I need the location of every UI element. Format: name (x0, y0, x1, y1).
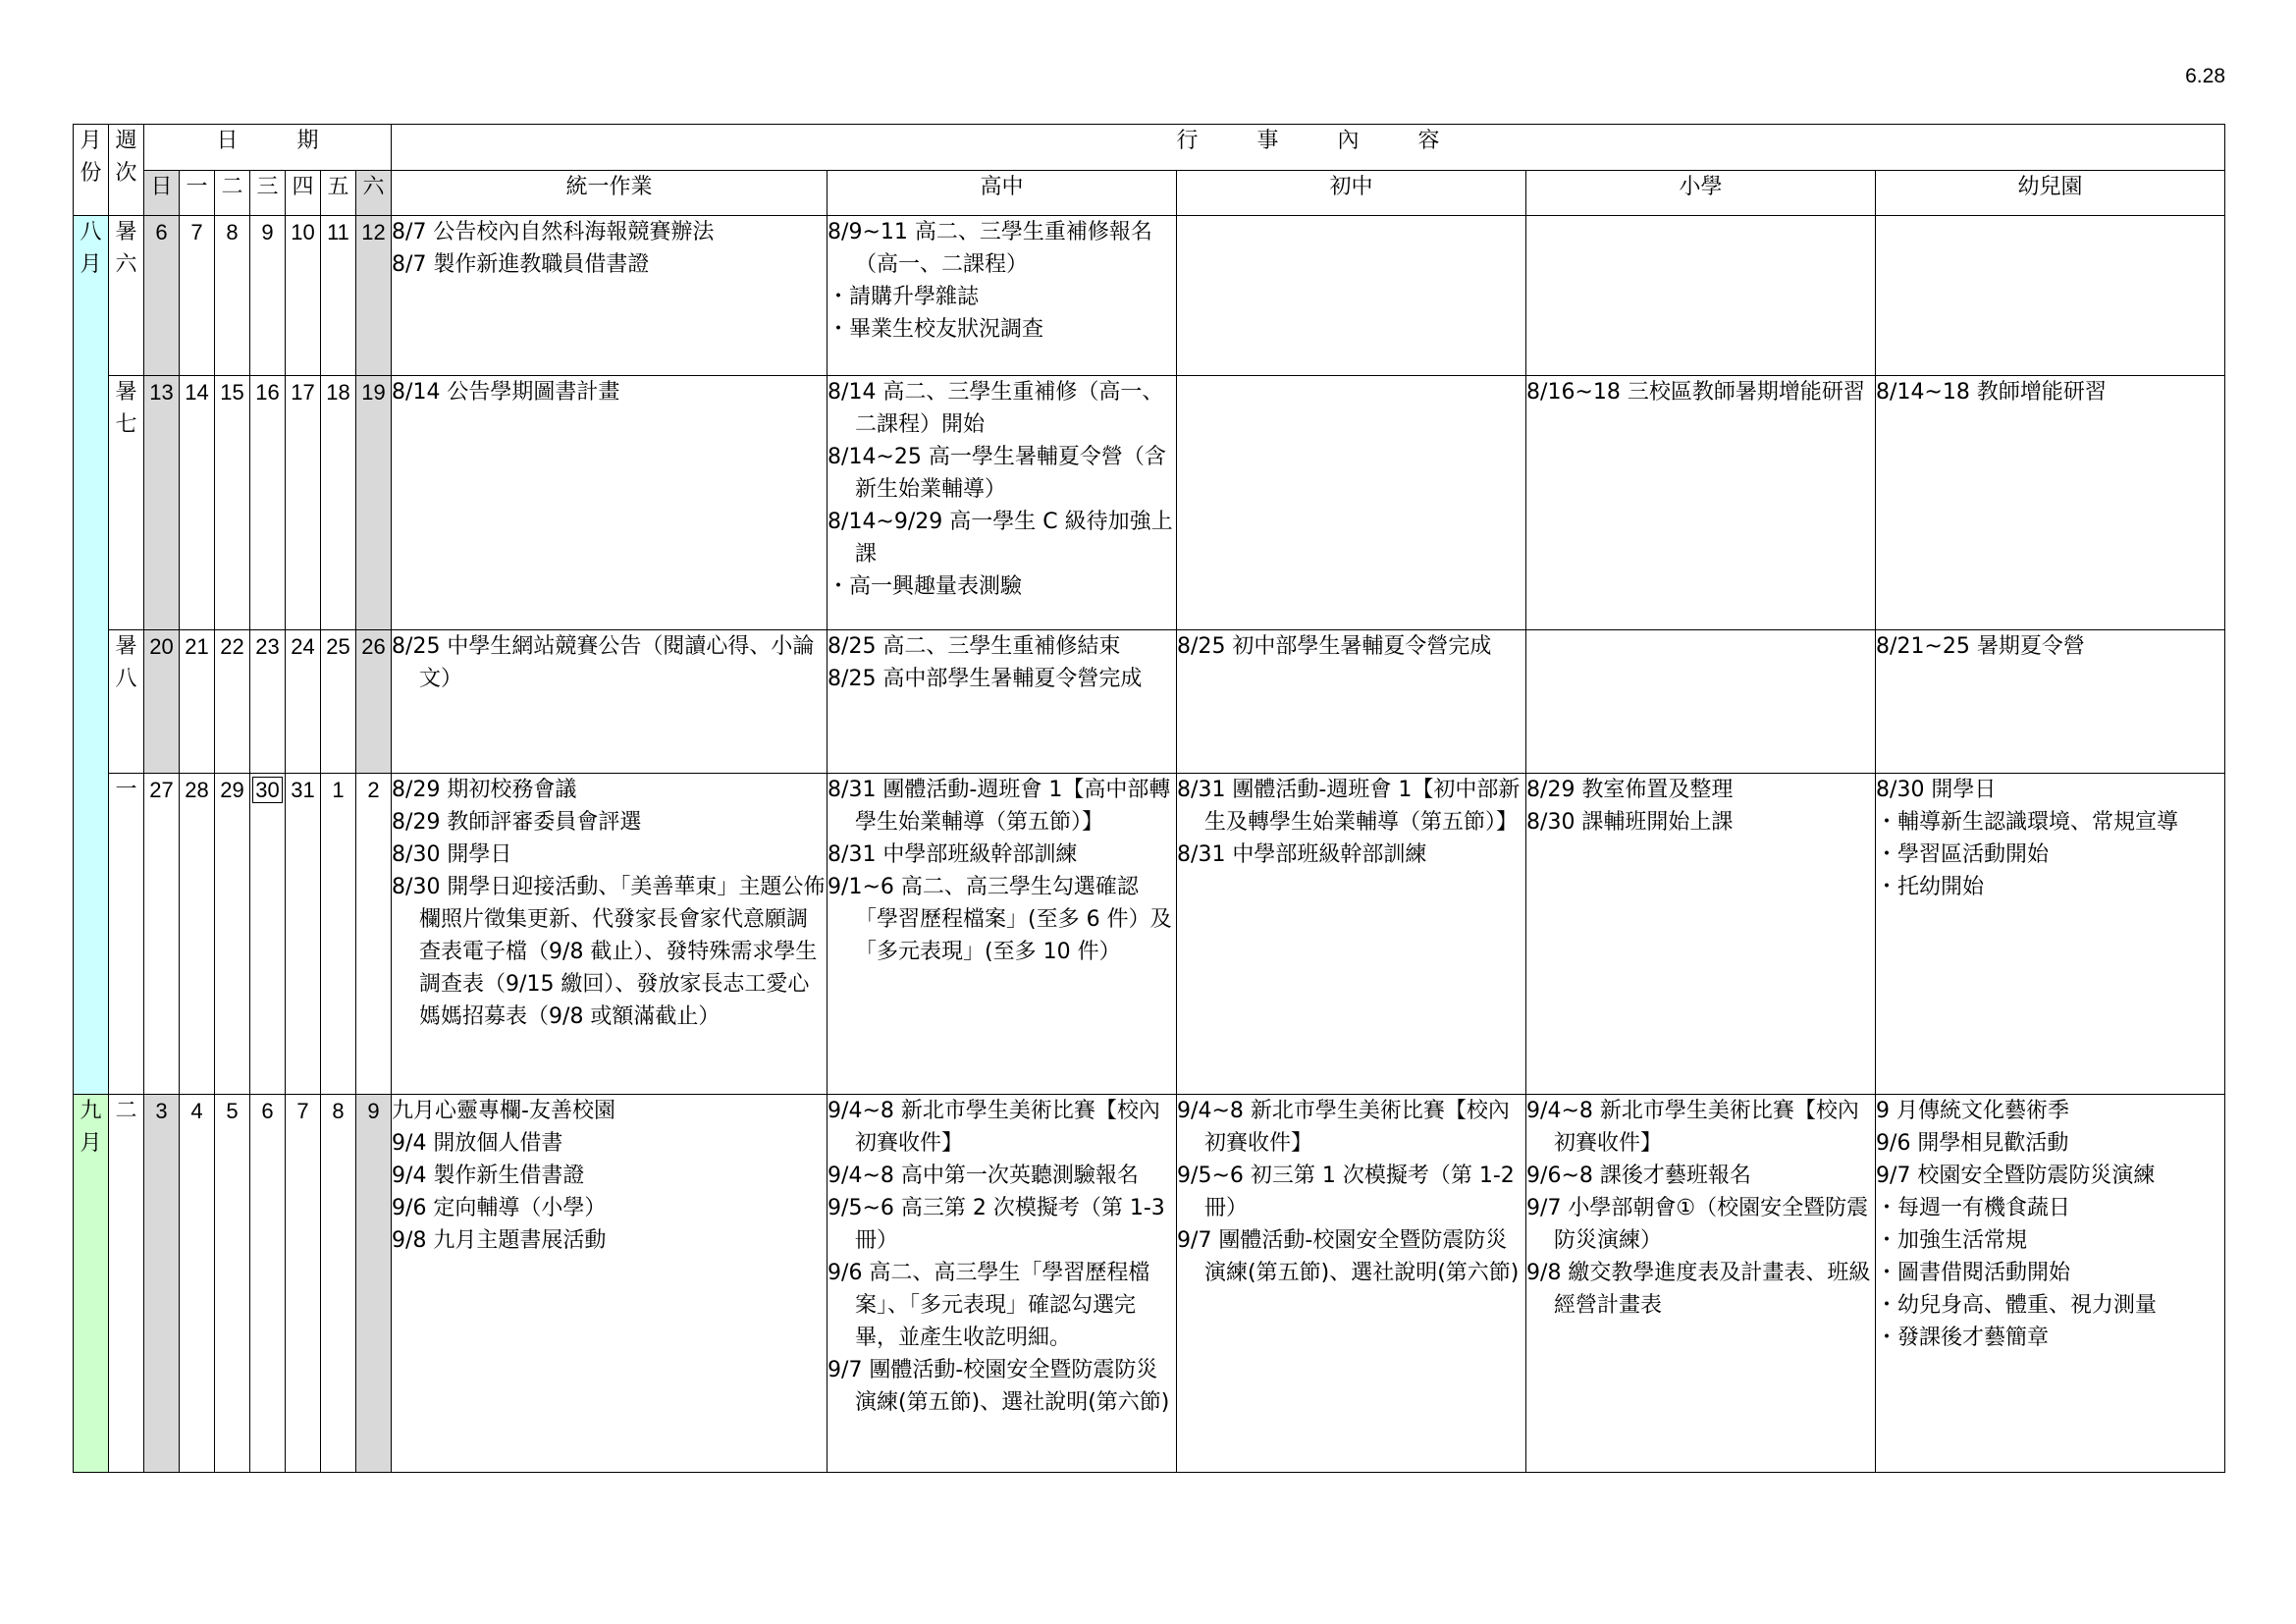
high-cell (828, 1094, 1177, 1472)
day-thu-header: 四 (286, 170, 321, 216)
date-cell: 5 (215, 1094, 250, 1472)
event-item: ・高一興趣量表測驗 (828, 573, 1023, 599)
date-cell: 12 (356, 216, 392, 375)
event-item: 8/14~18 教師增能研習 (1876, 379, 2107, 405)
event-item: 8/30 開學日 (1876, 778, 1997, 803)
event-item: 8/31 中學部班級幹部訓練 (1177, 842, 1427, 868)
kinder-cell (1876, 1094, 2225, 1472)
date-cell: 13 (144, 375, 180, 630)
event-item: 8/14 高二、三學生重補修（高一、二課程）開始 (828, 379, 1164, 437)
column-header-junior: 初中 (1177, 170, 1526, 216)
event-item: 8/25 高二、三學生重補修結束 (828, 634, 1121, 660)
kinder-cell (1876, 216, 2225, 375)
date-cell: 6 (250, 1094, 286, 1472)
event-item: 9/6~8 課後才藝班報名 (1526, 1163, 1751, 1188)
month-cell: 八月 (74, 216, 109, 1094)
event-item: 8/30 課輔班開始上課 (1526, 810, 1734, 836)
event-item: 8/29 教師評審委員會評選 (392, 810, 642, 836)
date-cell: 22 (215, 630, 250, 774)
column-header-primary: 小學 (1526, 170, 1876, 216)
unified-cell (392, 630, 828, 774)
week-cell: 暑七 (109, 375, 144, 630)
today-date-marker: 30 (252, 777, 282, 803)
event-item: 9/6 開學相見歡活動 (1876, 1130, 2069, 1156)
table-row (74, 216, 2225, 375)
event-item: 9/6 定向輔導（小學） (392, 1195, 607, 1220)
unified-cell (392, 216, 828, 375)
week-cell: 二 (109, 1094, 144, 1472)
event-item: 9/8 繳交教學進度表及計畫表、班級經營計畫表 (1526, 1260, 1871, 1318)
primary-cell (1526, 774, 1876, 1095)
event-item: ・學習區活動開始 (1876, 842, 2050, 868)
date-cell: 2 (356, 774, 392, 1095)
date-cell: 19 (356, 375, 392, 630)
event-item: 9/5~6 初三第 1 次模擬考（第 1-2 冊） (1177, 1163, 1515, 1220)
event-item: 8/25 高中部學生暑輔夏令營完成 (828, 667, 1143, 692)
event-item: 9/4~8 高中第一次英聽測驗報名 (828, 1163, 1139, 1188)
event-item: ・輔導新生認識環境、常規宣導 (1876, 810, 2179, 836)
event-item: ・發課後才藝簡章 (1876, 1325, 2050, 1350)
date-cell: 18 (321, 375, 356, 630)
column-header-kinder: 幼兒園 (1876, 170, 2225, 216)
date-header: 日期 (144, 125, 392, 171)
event-item: 9/8 九月主題書展活動 (392, 1227, 607, 1253)
event-item: 九月心靈專欄-友善校園 (392, 1098, 615, 1123)
date-cell: 11 (321, 216, 356, 375)
date-cell: 1 (321, 774, 356, 1095)
date-cell (250, 774, 286, 1095)
event-item: 8/16~18 三校區教師暑期增能研習 (1526, 379, 1865, 405)
event-item: 9/7 校園安全暨防震防災演練 (1876, 1163, 2156, 1188)
date-cell: 9 (356, 1094, 392, 1472)
primary-cell (1526, 216, 1876, 375)
date-cell: 25 (321, 630, 356, 774)
header-row-1 (74, 125, 2225, 171)
date-cell: 7 (180, 216, 215, 375)
high-cell (828, 630, 1177, 774)
high-cell (828, 375, 1177, 630)
event-item: 8/31 團體活動-週班會 1【高中部轉學生始業輔導（第五節）】 (828, 778, 1171, 836)
event-item: ・每週一有機食蔬日 (1876, 1195, 2071, 1220)
date-cell: 15 (215, 375, 250, 630)
date-cell: 8 (321, 1094, 356, 1472)
event-item: 9/4~8 新北市學生美術比賽【校內初賽收件】 (828, 1098, 1160, 1156)
event-item: ・加強生活常規 (1876, 1227, 2028, 1253)
event-item: 9/7 團體活動-校園安全暨防震防災演練(第五節)、選社說明(第六節) (1177, 1227, 1520, 1285)
event-item: 9/4 製作新生借書證 (392, 1163, 585, 1188)
date-cell: 21 (180, 630, 215, 774)
event-item: 8/31 團體活動-週班會 1【初中部新生及轉學生始業輔導（第五節）】 (1177, 778, 1521, 836)
event-item: 8/21~25 暑期夏令營 (1876, 634, 2085, 660)
high-cell (828, 774, 1177, 1095)
kinder-cell (1876, 375, 2225, 630)
junior-cell (1177, 375, 1526, 630)
primary-cell (1526, 1094, 1876, 1472)
date-cell: 27 (144, 774, 180, 1095)
day-sun-header: 日 (144, 170, 180, 216)
kinder-cell (1876, 774, 2225, 1095)
month-cell: 九月 (74, 1094, 109, 1472)
event-item: 9/5~6 高三第 2 次模擬考（第 1-3 冊） (828, 1195, 1165, 1253)
event-item: 8/31 中學部班級幹部訓練 (828, 842, 1078, 868)
event-item: 9/7 團體活動-校園安全暨防震防災演練(第五節)、選社說明(第六節) (828, 1357, 1170, 1415)
primary-cell (1526, 375, 1876, 630)
event-item: 8/14~25 高一學生暑輔夏令營（含新生始業輔導） (828, 444, 1166, 502)
table-row (74, 1094, 2225, 1472)
event-item: 8/7 公告校內自然科海報競賽辦法 (392, 220, 715, 245)
event-item: 9/7 小學部朝會①（校園安全暨防震防災演練） (1526, 1195, 1869, 1253)
event-item: 8/9~11 高二、三學生重補修報名（高一、二課程） (828, 220, 1152, 278)
school-calendar-table (73, 124, 2225, 1473)
event-item: 8/30 開學日 (392, 842, 512, 868)
event-item: 8/14~9/29 高一學生 C 級待加強上課 (828, 509, 1173, 567)
day-mon-header: 一 (180, 170, 215, 216)
primary-cell (1526, 630, 1876, 774)
column-header-high: 高中 (828, 170, 1177, 216)
date-cell: 23 (250, 630, 286, 774)
event-item: 8/25 初中部學生暑輔夏令營完成 (1177, 634, 1492, 660)
event-item: 8/29 教室佈置及整理 (1526, 778, 1734, 803)
header-row-2 (74, 170, 2225, 216)
date-cell: 31 (286, 774, 321, 1095)
version-number: 6.28 (2185, 65, 2225, 87)
date-cell: 9 (250, 216, 286, 375)
week-cell: 一 (109, 774, 144, 1095)
event-item: 9/6 高二、高三學生「學習歷程檔案」、「多元表現」確認勾選完畢，並產生收訖明細。 (828, 1260, 1150, 1350)
table-row (74, 375, 2225, 630)
day-tue-header: 二 (215, 170, 250, 216)
junior-cell (1177, 216, 1526, 375)
day-wed-header: 三 (250, 170, 286, 216)
event-item: 9/4 開放個人借書 (392, 1130, 563, 1156)
day-fri-header: 五 (321, 170, 356, 216)
date-cell: 14 (180, 375, 215, 630)
date-cell: 4 (180, 1094, 215, 1472)
table-row (74, 630, 2225, 774)
date-cell: 29 (215, 774, 250, 1095)
date-cell: 6 (144, 216, 180, 375)
event-item: 9/1~6 高二、高三學生勾選確認「學習歷程檔案」(至多 6 件）及「多元表現」(至多 10 件） (828, 875, 1172, 965)
table-row (74, 774, 2225, 1095)
event-item: ・托幼開始 (1876, 875, 1985, 900)
event-item: 8/14 公告學期圖書計畫 (392, 379, 620, 405)
date-cell: 10 (286, 216, 321, 375)
week-cell: 暑六 (109, 216, 144, 375)
date-cell: 20 (144, 630, 180, 774)
week-cell: 暑八 (109, 630, 144, 774)
junior-cell (1177, 630, 1526, 774)
event-item: 9 月傳統文化藝術季 (1876, 1098, 2070, 1123)
event-item: 9/4~8 新北市學生美術比賽【校內初賽收件】 (1526, 1098, 1859, 1156)
month-header: 月份 (74, 125, 109, 216)
date-cell: 7 (286, 1094, 321, 1472)
event-item: 8/30 開學日迎接活動、「美善華東」主題公佈欄照片徵集更新、代發家長會家代意願調查表電子檔（9/8 截止）、發特殊需求學生調查表（9/15 繳回）、發放家長志工愛心媽媽招募表（9/8 或額滿截止） (392, 875, 826, 1030)
date-cell: 16 (250, 375, 286, 630)
content-header: 行事內容 (392, 125, 2225, 171)
event-item: ・圖書借閱活動開始 (1876, 1260, 2071, 1285)
unified-cell (392, 375, 828, 630)
date-cell: 3 (144, 1094, 180, 1472)
week-header: 週次 (109, 125, 144, 216)
kinder-cell (1876, 630, 2225, 774)
date-cell: 28 (180, 774, 215, 1095)
event-item: ・幼兒身高、體重、視力測量 (1876, 1292, 2158, 1318)
event-item: 8/25 中學生網站競賽公告（閱讀心得、小論文） (392, 634, 815, 692)
event-item: ・請購升學雜誌 (828, 285, 980, 310)
event-item: 8/29 期初校務會議 (392, 778, 577, 803)
junior-cell (1177, 774, 1526, 1095)
junior-cell (1177, 1094, 1526, 1472)
event-item: 9/4~8 新北市學生美術比賽【校內初賽收件】 (1177, 1098, 1510, 1156)
event-item: ・畢業生校友狀況調查 (828, 317, 1044, 343)
date-cell: 17 (286, 375, 321, 630)
unified-cell (392, 774, 828, 1095)
column-header-unified: 統一作業 (392, 170, 828, 216)
event-item: 8/7 製作新進教職員借書證 (392, 252, 650, 278)
date-cell: 24 (286, 630, 321, 774)
unified-cell (392, 1094, 828, 1472)
date-cell: 8 (215, 216, 250, 375)
high-cell (828, 216, 1177, 375)
date-cell: 26 (356, 630, 392, 774)
day-sat-header: 六 (356, 170, 392, 216)
